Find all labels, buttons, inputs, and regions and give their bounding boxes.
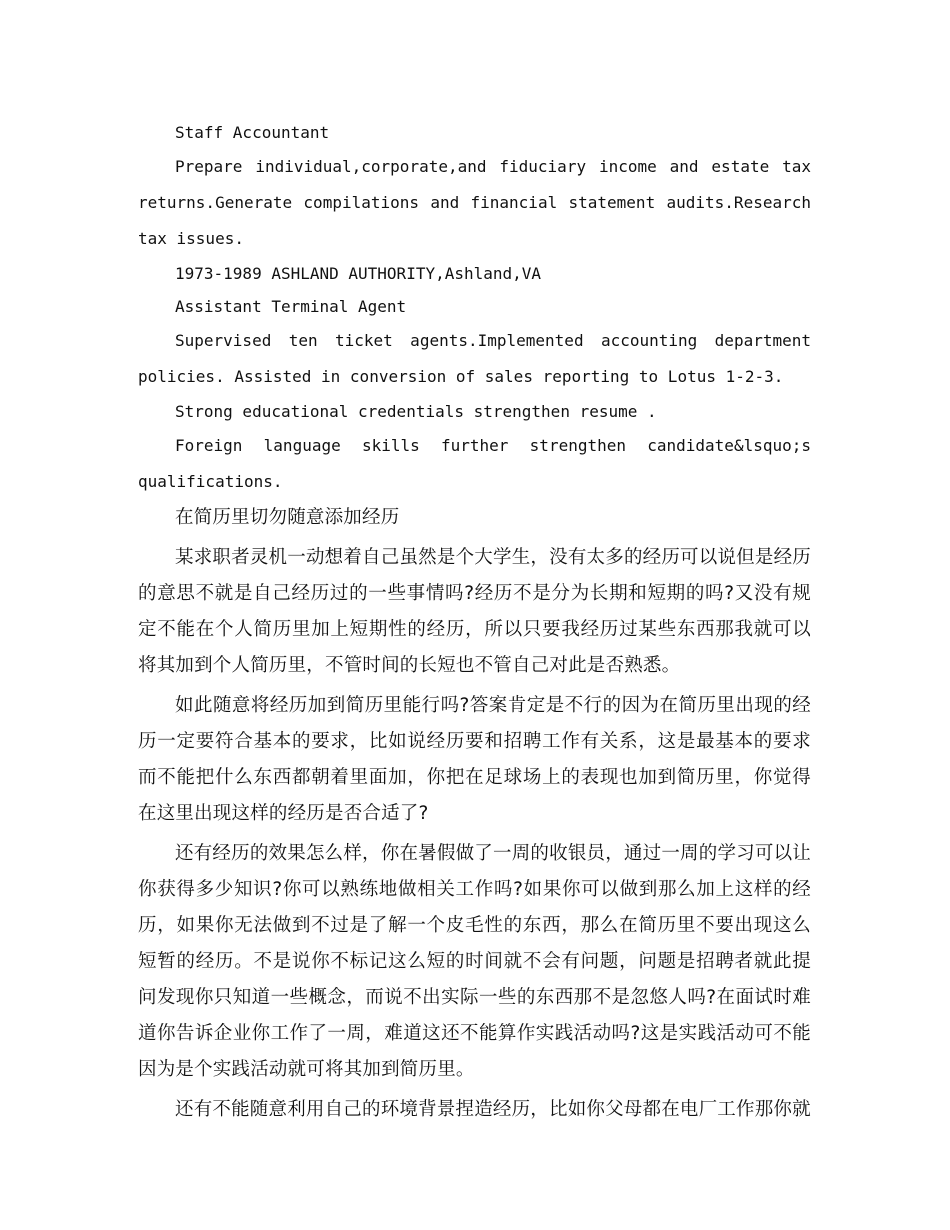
body-paragraph: 还有不能随意利用自己的环境背景捏造经历，比如你父母都在电厂工作那你就	[175, 1099, 811, 1120]
document-body	[138, 116, 811, 1128]
section-heading: 在简历里切勿随意添加经历	[175, 507, 400, 528]
body-paragraph: 某求职者灵机一动想着自己虽然是个大学生，没有太多的经历可以说但是经历的意思不就是自己经历过的一些事情吗?经历不是分为长期和短期的吗?又没有规定不能在个人简历里加上短期性的经历，所以只要我经历过某些东西那我就可以将其加到个人简历里，不管时间的长短也不管自己对此是否熟悉。	[138, 547, 811, 676]
tip-foreign-language: Foreign language skills further strengthen candidate&lsquo;s qualifications.	[138, 436, 811, 491]
employer-line-ashland-authority: 1973-1989 ASHLAND AUTHORITY,Ashland,VA	[175, 264, 542, 283]
job-title-staff-accountant: Staff Accountant	[175, 123, 330, 142]
job-description-assistant-terminal-agent: Supervised ten ticket agents.Implemented accounting department policies. Assisted in conversion of sales reporting to Lotus 1-2-3.	[138, 331, 811, 386]
body-paragraph: 如此随意将经历加到简历里能行吗?答案肯定是不行的因为在简历里出现的经历一定要符合基本的要求，比如说经历要和招聘工作有关系，这是最基本的要求而不能把什么东西都朝着里面加，你把在足球场上的表现也加到简历里，你觉得在这里出现这样的经历是否合适了?	[138, 695, 811, 824]
body-paragraph: 还有经历的效果怎么样，你在暑假做了一周的收银员，通过一周的学习可以让你获得多少知识?你可以熟练地做相关工作吗?如果你可以做到那么加上这样的经历，如果你无法做到不过是了解一个皮毛性的东西，那么在简历里不要出现这么短暂的经历。不是说你不标记这么短的时间就不会有问题，问题是招聘者就此提问发现你只知道一些概念，而说不出实际一些的东西那不是忽悠人吗?在面试时难道你告诉企业你工作了一周，难道这还不能算作实践活动吗?这是实践活动可不能因为是个实践活动就可将其加到简历里。	[138, 843, 811, 1080]
tip-educational-credentials: Strong educational credentials strengthen resume .	[175, 402, 657, 421]
job-description-staff-accountant: Prepare individual,corporate,and fiduciary income and estate tax returns.Generate compilations and financial statement audits.Research tax issues.	[138, 157, 811, 248]
job-title-assistant-terminal-agent: Assistant Terminal Agent	[175, 297, 407, 316]
